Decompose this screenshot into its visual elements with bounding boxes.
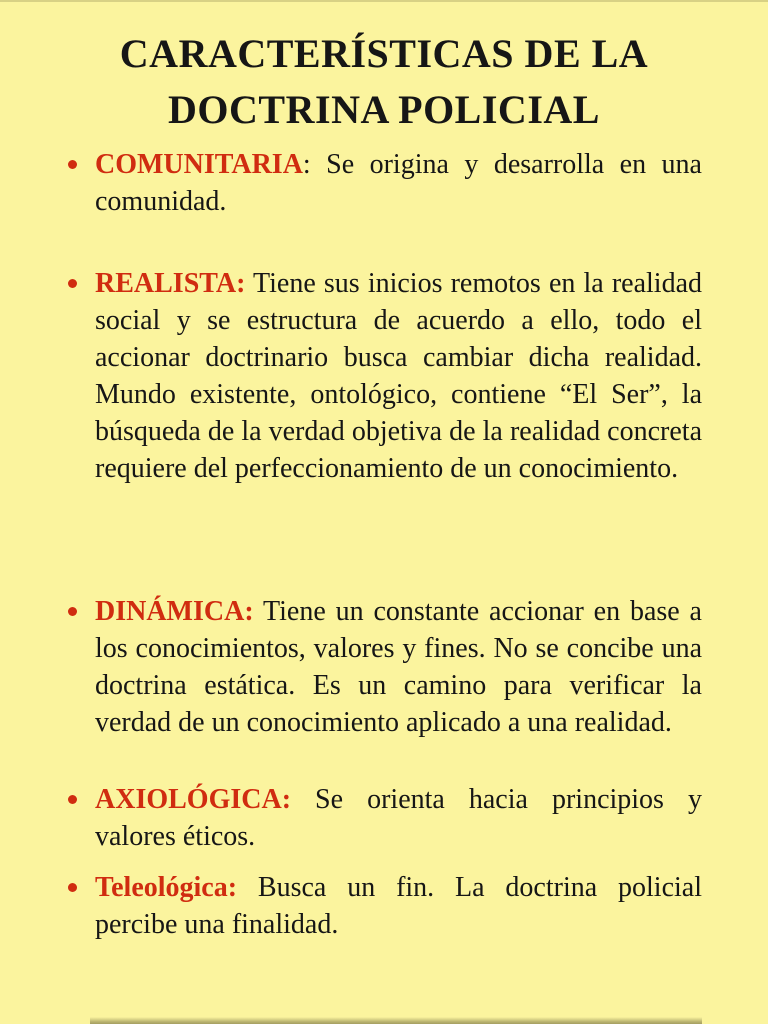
bullet-item-axiologica <box>95 781 702 855</box>
bullet-keyword: Teleológica: <box>95 872 238 903</box>
bullet-text: Se orienta hacia principios y valores éticos. <box>95 784 702 852</box>
bullet-icon <box>68 795 77 804</box>
bullet-icon <box>68 883 77 892</box>
slide-title <box>0 0 768 138</box>
bullet-list <box>0 146 768 943</box>
bullet-keyword: REALISTA: <box>95 268 246 299</box>
bullet-keyword: COMUNITARIA <box>95 149 303 180</box>
slide-title-line1: CARACTERÍSTICAS DE LA <box>119 31 649 76</box>
bullet-item-comunitaria <box>95 146 702 220</box>
bullet-keyword: DINÁMICA: <box>95 596 254 627</box>
bullet-icon <box>68 607 77 616</box>
top-edge-line <box>0 0 768 2</box>
bullet-item-dinamica <box>95 593 702 741</box>
bullet-text: Busca un fin. La doctrina policial percibe una finalidad. <box>95 872 702 940</box>
bullet-icon <box>68 279 77 288</box>
bullet-text: : Se origina y desarrolla en una comunidad. <box>95 149 702 217</box>
bottom-edge-shadow <box>90 1017 702 1024</box>
bullet-item-realista <box>95 265 702 487</box>
slide-title-line2: DOCTRINA POLICIAL <box>168 87 600 132</box>
bullet-icon <box>68 160 77 169</box>
bullet-keyword: AXIOLÓGICA: <box>95 784 292 815</box>
bullet-text: Tiene un constante accionar en base a los conocimientos, valores y fines. No se concibe una doctrina estática. Es un camino para verificar la verdad de un conocimiento aplicado a una realidad. <box>95 596 702 738</box>
bullet-text: Tiene sus inicios remotos en la realidad social y se estructura de acuerdo a ello, todo el accionar doctrinario busca cambiar dicha realidad. Mundo existente, ontológico, contiene “El Ser”, la búsqueda de la verdad objetiva de la realidad concreta requiere del perfeccionamiento de un conocimiento. <box>95 268 702 484</box>
bullet-item-teleologica <box>95 869 702 943</box>
